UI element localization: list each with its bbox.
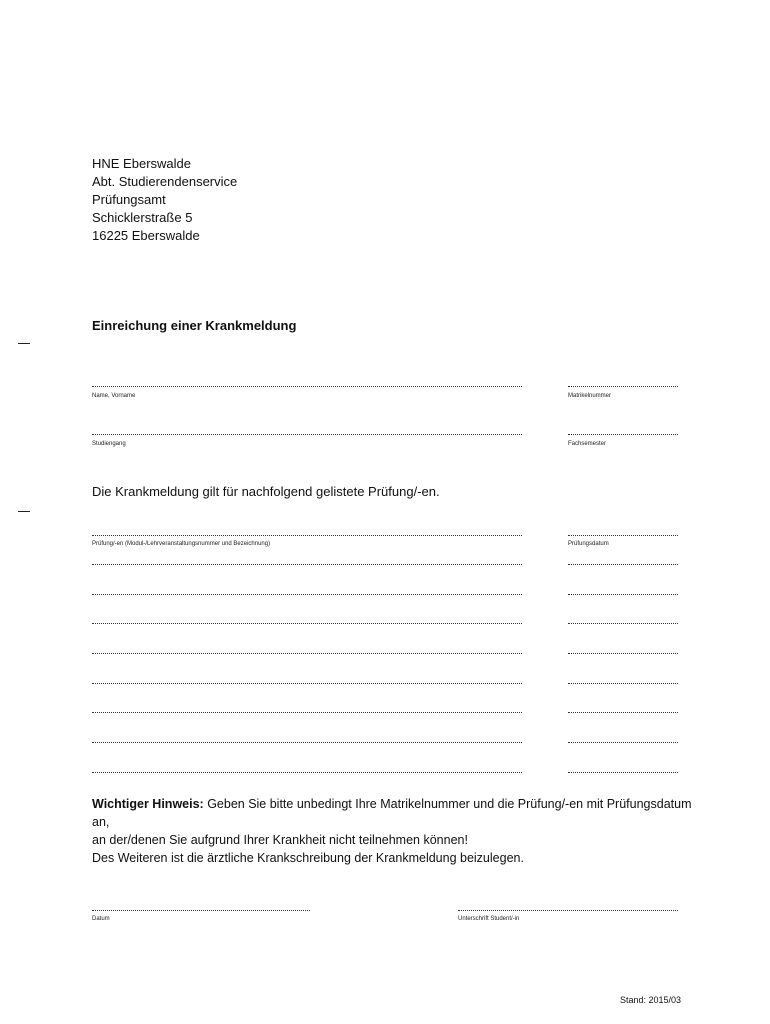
signature-field[interactable] xyxy=(458,910,678,911)
exam-date-field-5[interactable] xyxy=(568,653,678,654)
exam-date-field-3[interactable] xyxy=(568,594,678,595)
studiengang-label: Studiengang xyxy=(92,441,126,447)
signature-label: Unterschrift Student/-in xyxy=(458,916,520,922)
fachsemester-label: Fachsemester xyxy=(568,441,607,447)
exam-intro-text: Die Krankmeldung gilt für nachfolgend gelistete Prüfung/-en. xyxy=(92,484,440,499)
exam-date-field-4[interactable] xyxy=(568,623,678,624)
fachsemester-field[interactable] xyxy=(568,434,678,435)
address-line-department: Abt. Studierendenservice xyxy=(92,174,238,189)
exam-label: Prüfung/-en (Modul-/Lehrveranstaltungsnummer und Bezeichnung) xyxy=(92,541,271,547)
notice-line-2: an der/denen Sie aufgrund Ihrer Krankheit nicht teilnehmen können! xyxy=(92,833,468,847)
exam-field-9[interactable] xyxy=(92,772,522,773)
name-field[interactable] xyxy=(92,386,522,387)
exam-date-label: Prüfungsdatum xyxy=(568,541,609,547)
fold-mark-top xyxy=(18,343,30,344)
fold-mark-middle xyxy=(18,511,30,512)
address-line-city: 16225 Eberswalde xyxy=(92,228,200,243)
matrikel-label: Matrikelnummer xyxy=(568,393,612,399)
form-title: Einreichung einer Krankmeldung xyxy=(92,318,297,333)
notice-bold-label: Wichtiger Hinweis: xyxy=(92,797,204,811)
notice-text-1: Geben Sie bitte unbedingt Ihre Matrikelnummer und die Prüfung/-en mit Prüfungsdatum an, xyxy=(92,797,692,829)
exam-date-field-8[interactable] xyxy=(568,742,678,743)
exam-date-field-2[interactable] xyxy=(568,564,678,565)
notice-line-3: Des Weiteren ist die ärztliche Krankschreibung der Krankmeldung beizulegen. xyxy=(92,851,524,865)
exam-field-6[interactable] xyxy=(92,683,522,684)
exam-field-4[interactable] xyxy=(92,623,522,624)
form-version: Stand: 2015/03 xyxy=(620,995,682,1005)
address-line-institution: HNE Eberswalde xyxy=(92,156,191,171)
address-line-street: Schicklerstraße 5 xyxy=(92,210,193,225)
exam-date-field-7[interactable] xyxy=(568,712,678,713)
exam-date-field-1[interactable] xyxy=(568,535,678,536)
address-block xyxy=(92,155,237,245)
exam-date-field-9[interactable] xyxy=(568,772,678,773)
exam-field-7[interactable] xyxy=(92,712,522,713)
exam-date-field-6[interactable] xyxy=(568,683,678,684)
studiengang-field[interactable] xyxy=(92,434,522,435)
date-field[interactable] xyxy=(92,910,310,911)
exam-field-3[interactable] xyxy=(92,594,522,595)
name-label: Name, Vorname xyxy=(92,393,136,399)
date-label: Datum xyxy=(92,916,110,922)
exam-field-8[interactable] xyxy=(92,742,522,743)
address-line-office: Prüfungsamt xyxy=(92,192,166,207)
notice-line-1 xyxy=(92,795,692,831)
exam-field-2[interactable] xyxy=(92,564,522,565)
matrikel-field[interactable] xyxy=(568,386,678,387)
exam-field-1[interactable] xyxy=(92,535,522,536)
exam-field-5[interactable] xyxy=(92,653,522,654)
important-notice xyxy=(92,795,692,867)
